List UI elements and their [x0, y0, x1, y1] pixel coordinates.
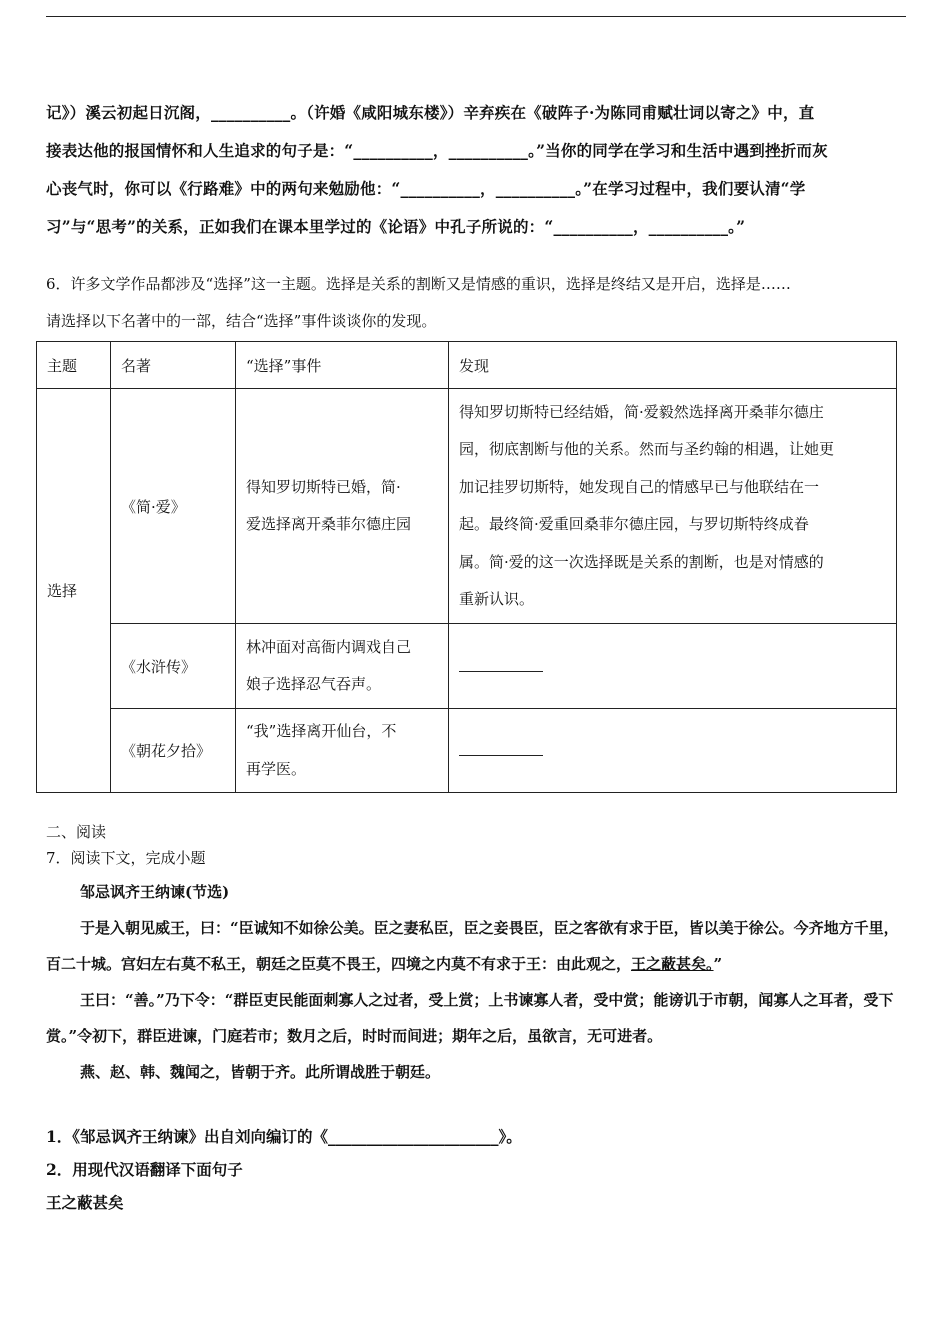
table-row: [37, 624, 897, 709]
header-event: “选择”事件: [236, 342, 449, 389]
event-line: 林冲面对高衙内调戏自己: [246, 637, 412, 656]
para-line-2: 接表达他的报国情怀和人生追求的句子是：“__________，__________。”当你的同学在学习和生活中遇到挫折而灰: [46, 141, 828, 160]
underlined-sentence: 王之蔽甚矣。: [631, 955, 714, 973]
finding-cell: [449, 389, 897, 624]
table-row: [37, 709, 897, 793]
book-cell: 《水浒传》: [111, 624, 236, 709]
finding-line: 起。最终简·爱重回桑菲尔德庄园，与罗切斯特终成眷: [459, 515, 809, 533]
topic-cell: 选择: [37, 389, 111, 793]
event-line: “我”选择离开仙台，不: [246, 722, 397, 740]
book-cell: 《朝花夕拾》: [111, 709, 236, 793]
finding-blank-cell[interactable]: [449, 624, 897, 709]
fill-in-paragraph: [46, 94, 908, 246]
passage-paragraph-3: 燕、赵、韩、魏闻之，皆朝于齐。此所谓战胜于朝廷。: [80, 1063, 441, 1081]
event-line: 娘子选择忍气吞声。: [246, 675, 382, 693]
passage: [46, 874, 908, 1090]
para-line-3: 心丧气时，你可以《行路难》中的两句来勉励他：“__________，__________。”在学习过程中，我们要认清“学: [46, 179, 806, 198]
finding-line: 属。简·爱的这一次选择既是关系的割断，也是对情感的: [459, 552, 824, 571]
header-book: 名著: [111, 342, 236, 389]
event-line: 爱选择离开桑菲尔德庄园: [246, 515, 412, 533]
question-6: [46, 266, 908, 340]
closing-quote: ”: [713, 955, 723, 973]
finding-line: 加记挂罗切斯特，她发现自己的情感早已与他联结在一: [459, 477, 820, 496]
question-6-line-2: 请选择以下名著中的一部，结合“选择”事件谈谈你的发现。: [46, 312, 437, 330]
header-rule: [46, 16, 906, 17]
passage-paragraph-2: 王曰：“善。”乃下令：“群臣吏民能面刺寡人之过者，受上赏；上书谏寡人者，受中赏；能谤讥于市朝，闻寡人之耳者，受下赏。”令初下，群臣进谏，门庭若市；数月之后，时时而间进；期年之后，虽欲言，无可进者。: [46, 991, 894, 1045]
event-cell: [236, 389, 449, 624]
header-finding: 发现: [449, 342, 897, 389]
finding-line: 得知罗切斯特已经结婚，简·爱毅然选择离开桑菲尔德庄: [459, 402, 824, 421]
translate-sentence: 王之蔽甚矣: [46, 1193, 124, 1212]
event-cell: [236, 624, 449, 709]
answer-blank[interactable]: [459, 741, 543, 756]
sub-question-1: 1．《邹忌讽齐王纳谏》出自刘向编订的《______________________》。: [46, 1127, 522, 1146]
sub-question-2: 2．用现代汉语翻译下面句子: [46, 1160, 243, 1179]
finding-line: 园，彻底割断与他的关系。然而与圣约翰的相遇，让她更: [459, 440, 835, 458]
finding-blank-cell[interactable]: [449, 709, 897, 793]
answer-blank[interactable]: [459, 657, 543, 672]
table-row: [37, 389, 897, 624]
header-topic: 主题: [37, 342, 111, 389]
event-line: 再学医。: [246, 759, 307, 778]
finding-line: 重新认识。: [459, 590, 535, 608]
question-6-line-1: 6．许多文学作品都涉及“选择”这一主题。选择是关系的割断又是情感的重识，选择是终结又是开启，选择是……: [46, 275, 791, 293]
para-line-4: 习”与“思考”的关系，正如我们在课本里学过的《论语》中孔子所说的：“__________，__________。”: [46, 217, 746, 236]
passage-title: 邹忌讽齐王纳谏(节选): [80, 883, 230, 901]
event-line: 得知罗切斯特已婚，简·: [246, 477, 401, 496]
sub-questions: [46, 1120, 908, 1219]
event-cell: [236, 709, 449, 793]
section-heading: 二、阅读: [46, 823, 107, 841]
book-cell: 《简·爱》: [111, 389, 236, 624]
question-7: 7．阅读下文，完成小题: [46, 849, 206, 867]
choice-table: [36, 341, 897, 793]
table-header-row: [37, 342, 897, 389]
para-line-1: 记》）溪云初起日沉阁，__________。（许婚《咸阳城东楼》）辛弃疾在《破阵子·为陈同甫赋壮词以寄之》中，直: [46, 103, 815, 122]
passage-paragraph-1: [46, 910, 908, 982]
passage-text: 于是入朝见威王，曰：“臣诚知不如徐公美。臣之妻私臣，臣之妾畏臣，臣之客欲有求于臣，皆以美于徐公。今齐地方千里，百二十城。宫妇左右莫不私王，朝廷之臣莫不畏王，四境之内莫不有求于王：由此观之，: [46, 919, 899, 973]
